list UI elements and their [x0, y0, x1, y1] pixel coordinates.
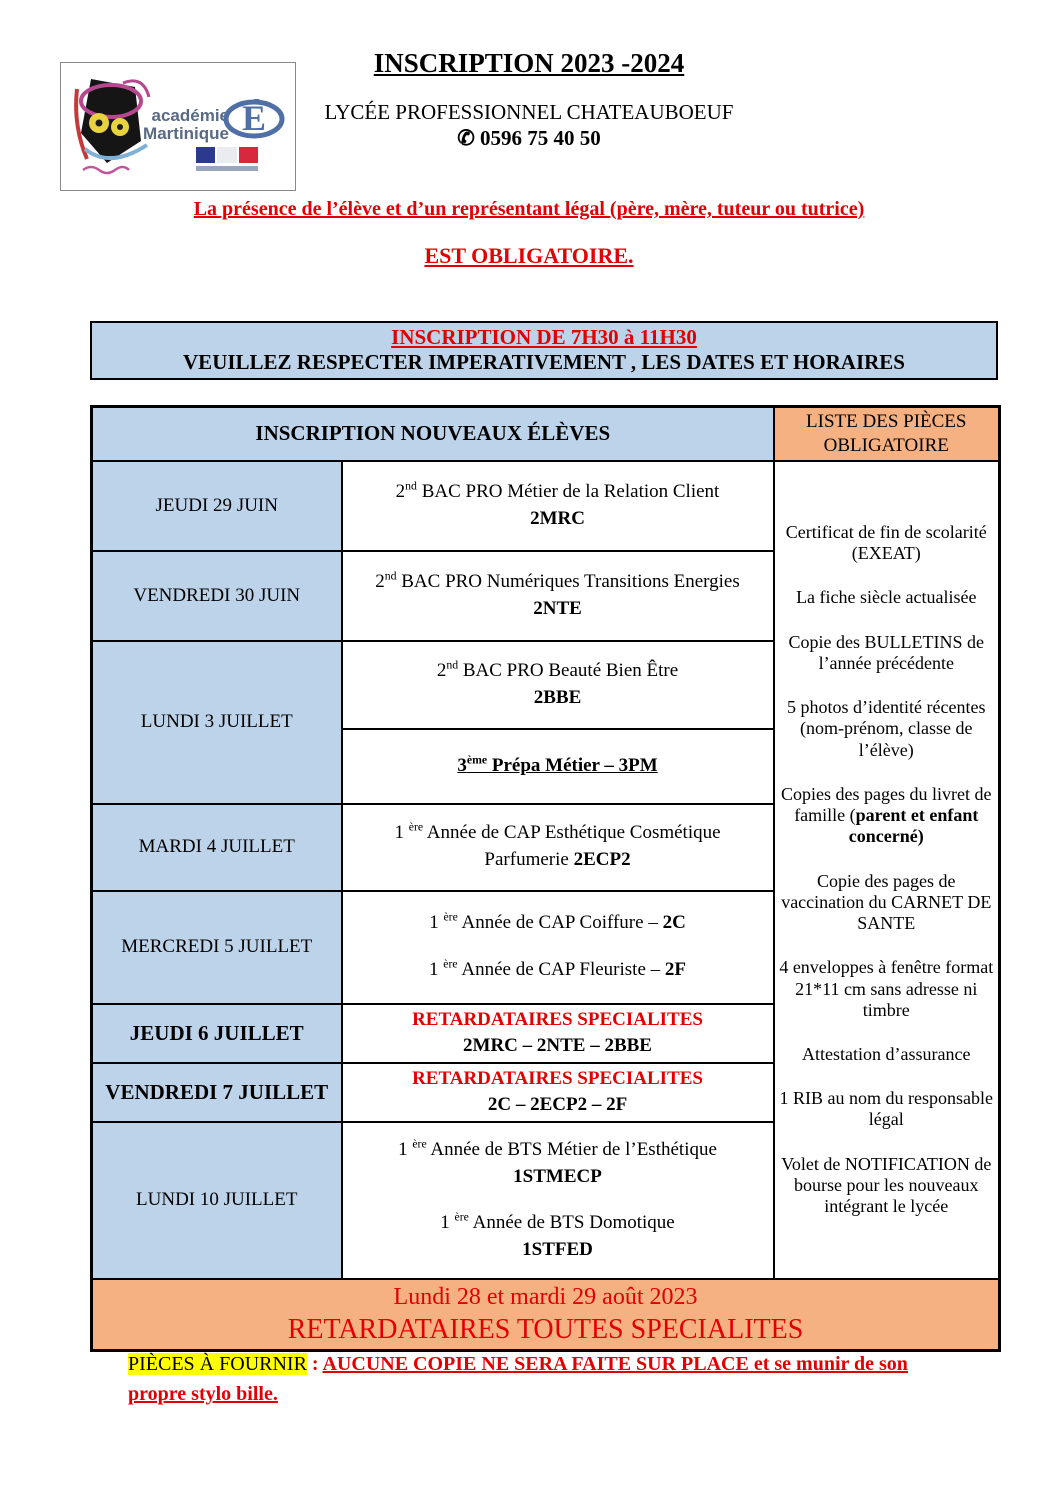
- table-header-right-line1: LISTE DES PIÈCES: [806, 411, 967, 432]
- date-cell-vendredi-30-juin: VENDREDI 30 JUIN: [92, 551, 342, 641]
- notice-line-2: EST OBLIGATOIRE.: [424, 243, 634, 268]
- phone-line: [0, 126, 1058, 151]
- logo-academy-line1: académie: [151, 106, 229, 125]
- program-cell-3pm: 3ème Prépa Métier – 3PM: [342, 729, 774, 804]
- program-cell-retard-1: RETARDATAIRES SPECIALITES 2MRC – 2NTE – 2BBE: [342, 1004, 774, 1063]
- date-cell-lundi-10-juillet: LUNDI 10 JUILLET: [92, 1122, 342, 1279]
- schedule-banner: [90, 321, 998, 380]
- program-cell-bts: 1 $^{ère}$ Année de BTS Métier de l’Esthétique 1STMECP 1 $^{ère}$ Année de BTS Domotique 1STFED: [342, 1122, 774, 1279]
- banner-warning: VEUILLEZ RESPECTER IMPERATIVEMENT , LES DATES ET HORAIRES: [183, 350, 905, 374]
- inscription-table: [90, 405, 1001, 1352]
- program-cell-2c-2f: 1 $^{ère}$ Année de CAP Coiffure – 2C 1 $^{ère}$ Année de CAP Fleuriste – 2F: [342, 891, 774, 1004]
- date-cell-lundi-3-juillet: LUNDI 3 JUILLET: [92, 641, 342, 804]
- table-footer-line1: Lundi 28 et mardi 29 août 2023: [393, 1283, 698, 1310]
- table-header-right: [774, 407, 1000, 461]
- table-footer: [92, 1279, 1000, 1351]
- pieces-note: PIÈCES À FOURNIR : AUCUNE COPIE NE SERA FAITE SUR PLACE et se munir de son propre stylo bille.: [128, 1353, 908, 1405]
- date-cell-mardi-4-juillet: MARDI 4 JUILLET: [92, 804, 342, 891]
- banner-hours: INSCRIPTION DE 7H30 à 11H30: [391, 325, 697, 349]
- svg-text:É: É: [241, 98, 267, 138]
- logo-artwork: [65, 71, 153, 179]
- table-header-left: INSCRIPTION NOUVEAUX ÉLÈVES: [92, 407, 774, 461]
- logo-academy-line2: Martinique: [143, 124, 229, 144]
- phone-number: 0596 75 40 50: [480, 126, 601, 150]
- table-footer-line2: RETARDATAIRES TOUTES SPECIALITES: [287, 1313, 804, 1345]
- date-cell-vendredi-7-juillet: VENDREDI 7 JUILLET: [92, 1063, 342, 1122]
- program-cell-2nte: 2nd BAC PRO Numériques Transitions Energies 2NTE: [342, 551, 774, 641]
- document-title: INSCRIPTION 2023 -2024: [373, 48, 685, 78]
- notice-line-1: La présence de l’élève et d’un représentant légal (père, mère, tuteur ou tutrice): [193, 198, 865, 220]
- program-cell-retard-2: RETARDATAIRES SPECIALITES 2C – 2ECP2 – 2F: [342, 1063, 774, 1122]
- program-cell-2mrc: 2nd BAC PRO Métier de la Relation Client 2MRC: [342, 461, 774, 551]
- flag-caption-bar: [196, 166, 258, 171]
- date-cell-jeudi-29-juin: JEUDI 29 JUIN: [92, 461, 342, 551]
- program-cell-2bbe: 2nd BAC PRO Beauté Bien Être 2BBE: [342, 641, 774, 729]
- phone-icon: ✆: [457, 126, 475, 150]
- table-header-right-line2: OBLIGATOIRE: [823, 434, 949, 456]
- date-cell-mercredi-5-juillet: MERCREDI 5 JUILLET: [92, 891, 342, 1004]
- pieces-cell: Certificat de fin de scolarité (EXEAT) La fiche siècle actualisée Copie des BULLETINS de l’année précédente 5 photos d’identité récentes (nom-prénom, classe de l’élève) Copies des pages du livret de famille (parent et enfant concerné) Copie des pages de vaccination du CARNET DE SANTE 4 enveloppes à fenêtre format 21*11 cm sans adresse ni timbre Attestation d’assurance 1 RIB au nom du responsable légal Volet de NOTIFICATION de bourse pour les nouveaux intégrant le lycée: [774, 461, 1000, 1279]
- school-name: LYCÉE PROFESSIONNEL CHATEAUBOEUF: [324, 100, 734, 124]
- program-cell-2ecp2: 1 $^{ère}$ Année de CAP Esthétique Cosmétique Parfumerie 2ECP2: [342, 804, 774, 891]
- date-cell-jeudi-6-juillet: JEUDI 6 JUILLET: [92, 1004, 342, 1063]
